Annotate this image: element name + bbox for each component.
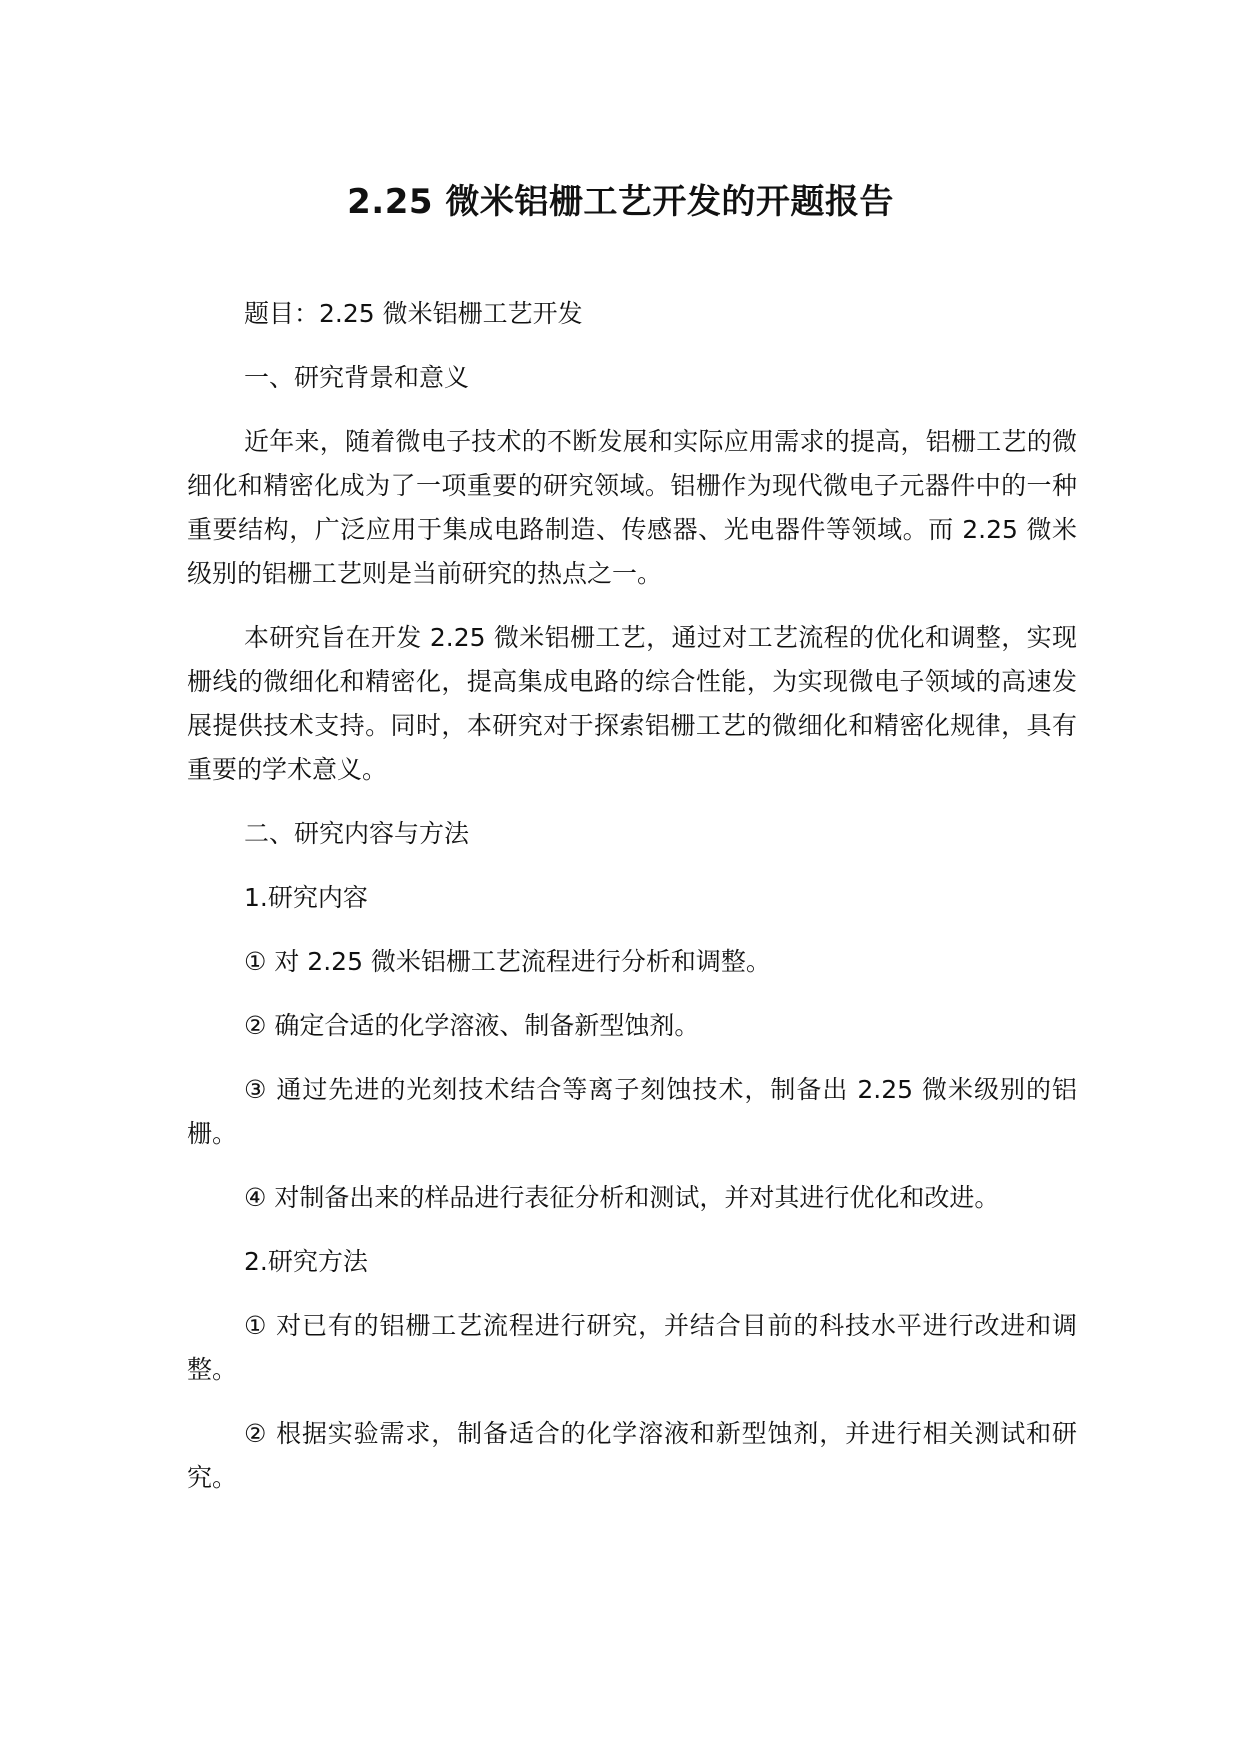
method-item-1: ① 对已有的铝栅工艺流程进行研究，并结合目前的科技水平进行改进和调整。 <box>187 1311 1077 1384</box>
topic-line: 题目：2.25 微米铝栅工艺开发 <box>244 299 583 328</box>
content-item-2: ② 确定合适的化学溶液、制备新型蚀剂。 <box>244 1011 700 1040</box>
section-heading-background: 一、研究背景和意义 <box>244 363 470 392</box>
subsection-heading-content: 1.研究内容 <box>244 883 368 912</box>
subsection-heading-methods: 2.研究方法 <box>244 1247 368 1276</box>
section-heading-content-methods: 二、研究内容与方法 <box>244 819 470 848</box>
content-item-4: ④ 对制备出来的样品进行表征分析和测试，并对其进行优化和改进。 <box>244 1183 1000 1212</box>
document-title: 2.25 微米铝栅工艺开发的开题报告 <box>347 182 894 222</box>
content-item-3: ③ 通过先进的光刻技术结合等离子刻蚀技术，制备出 2.25 微米级别的铝栅。 <box>187 1075 1077 1148</box>
significance-paragraph: 本研究旨在开发 2.25 微米铝栅工艺，通过对工艺流程的优化和调整，实现栅线的微细化和精密化，提高集成电路的综合性能，为实现微电子领域的高速发展提供技术支持。同时，本研究对于探索铝栅工艺的微细化和精密化规律，具有重要的学术意义。 <box>187 623 1077 784</box>
document-body <box>187 292 1077 1520</box>
background-paragraph: 近年来，随着微电子技术的不断发展和实际应用需求的提高，铝栅工艺的微细化和精密化成为了一项重要的研究领域。铝栅作为现代微电子元器件中的一种重要结构，广泛应用于集成电路制造、传感器、光电器件等领域。而 2.25 微米级别的铝栅工艺则是当前研究的热点之一。 <box>187 427 1077 588</box>
method-item-2: ② 根据实验需求，制备适合的化学溶液和新型蚀剂，并进行相关测试和研究。 <box>187 1419 1077 1492</box>
content-item-1: ① 对 2.25 微米铝栅工艺流程进行分析和调整。 <box>244 947 771 976</box>
